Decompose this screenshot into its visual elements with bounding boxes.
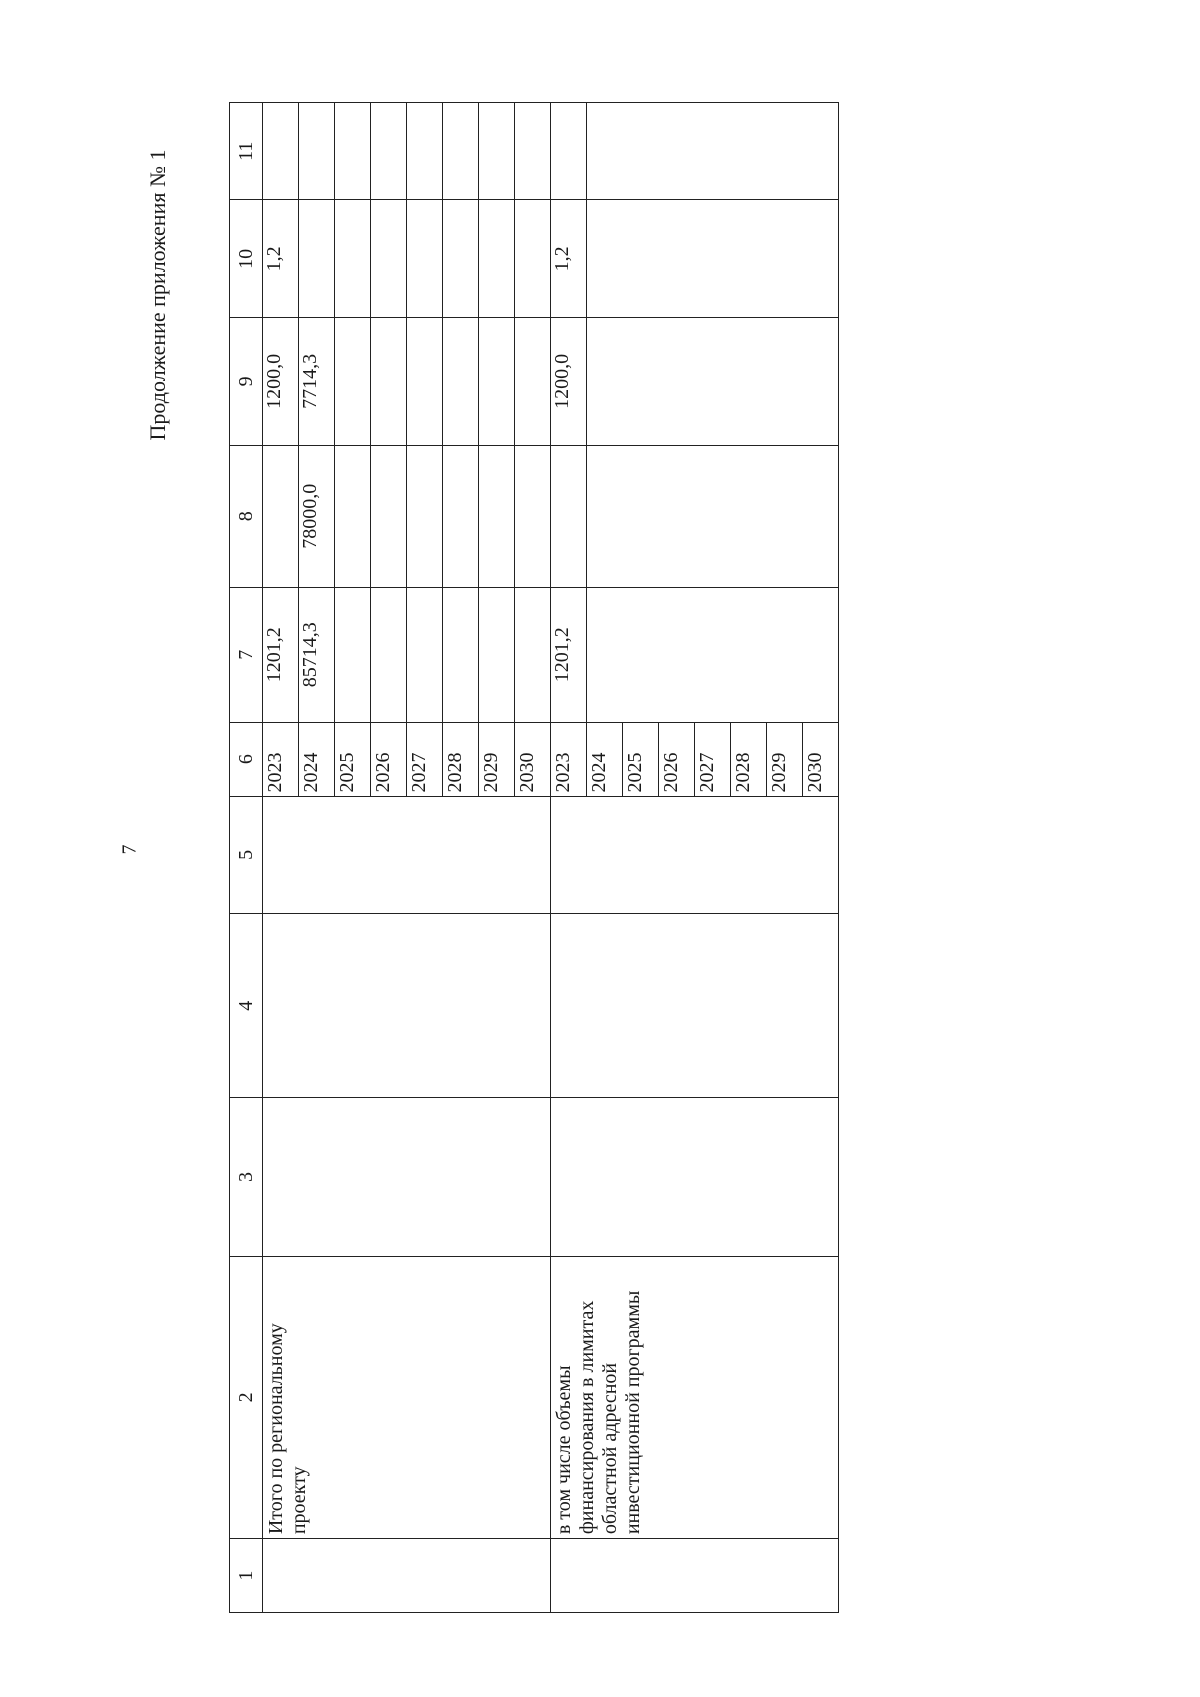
value-col-8 [479,445,515,587]
value-col-10 [335,200,371,318]
value-col-9 [479,318,515,445]
value-col-7: 85714,3 [299,587,335,722]
cell-col-3 [263,1098,551,1256]
value-col-11 [515,103,551,200]
value-col-11 [263,103,299,200]
year-cell: 2030 [515,722,551,796]
value-col-7: 1201,2 [551,587,587,722]
value-col-9 [407,318,443,445]
year-cell: 2028 [731,722,767,796]
value-col-11 [443,103,479,200]
year-cell: 2024 [587,722,623,796]
value-col-10 [299,200,335,318]
value-col-10 [407,200,443,318]
value-col-8 [515,445,551,587]
value-col-10 [515,200,551,318]
column-number-row [230,103,263,1613]
appendix-continuation-note: Продолжение приложения № 1 [145,149,170,441]
value-col-7 [407,587,443,722]
rotated-table-container [229,102,1119,1613]
year-cell: 2024 [299,722,335,796]
year-cell: 2027 [695,722,731,796]
year-cell: 2028 [443,722,479,796]
year-cell: 2029 [767,722,803,796]
value-col-8 [407,445,443,587]
column-number: 3 [230,1098,263,1256]
value-col-11 [407,103,443,200]
value-col-9 [371,318,407,445]
cell-col-4 [551,914,839,1098]
value-col-9: 1200,0 [263,318,299,445]
year-cell: 2026 [659,722,695,796]
column-number: 6 [230,722,263,796]
value-col-10 [443,200,479,318]
value-col-7 [443,587,479,722]
value-col-7 [371,587,407,722]
value-col-9: 7714,3 [299,318,335,445]
value-col-10 [479,200,515,318]
table-row [551,103,587,1613]
year-cell: 2025 [335,722,371,796]
cell-col-5 [551,796,839,914]
value-col-8 [371,445,407,587]
group-label: в том числе объемы финансирования в лимитах областной адресной инвестиционной программы [551,1256,839,1539]
year-cell: 2026 [371,722,407,796]
group-label: Итого по региональному проекту [263,1256,551,1539]
value-col-11 [551,103,587,200]
value-col-8 [335,445,371,587]
value-col-8: 78000,0 [299,445,335,587]
column-number: 8 [230,445,263,587]
year-cell: 2030 [803,722,839,796]
value-col-7: 1201,2 [263,587,299,722]
value-col-10: 1,2 [263,200,299,318]
value-col-11 [335,103,371,200]
cell-col-8 [587,445,839,587]
value-col-8 [551,445,587,587]
value-col-11 [371,103,407,200]
year-cell: 2025 [623,722,659,796]
column-number: 11 [230,103,263,200]
column-number: 4 [230,914,263,1098]
value-col-10 [371,200,407,318]
cell-col-3 [551,1098,839,1256]
financing-table [229,102,839,1613]
value-col-9 [443,318,479,445]
cell-col-9 [587,318,839,445]
column-number: 1 [230,1539,263,1613]
value-col-7 [335,587,371,722]
cell-col-11 [587,103,839,200]
value-col-8 [263,445,299,587]
row-index-cell [551,1539,839,1613]
year-cell: 2029 [479,722,515,796]
column-number: 10 [230,200,263,318]
cell-col-10 [587,200,839,318]
value-col-9 [335,318,371,445]
year-cell: 2027 [407,722,443,796]
value-col-9: 1200,0 [551,318,587,445]
value-col-10: 1,2 [551,200,587,318]
value-col-8 [443,445,479,587]
value-col-7 [515,587,551,722]
year-cell: 2023 [551,722,587,796]
value-col-11 [479,103,515,200]
cell-col-4 [263,914,551,1098]
value-col-9 [515,318,551,445]
value-col-7 [479,587,515,722]
year-cell: 2023 [263,722,299,796]
row-index-cell [263,1539,551,1613]
column-number: 5 [230,796,263,914]
value-col-11 [299,103,335,200]
table-row [263,103,299,1613]
column-number: 2 [230,1256,263,1539]
cell-col-7 [587,587,839,722]
column-number: 9 [230,318,263,445]
cell-col-5 [263,796,551,914]
column-number: 7 [230,587,263,722]
page-number: 7 [118,844,141,855]
